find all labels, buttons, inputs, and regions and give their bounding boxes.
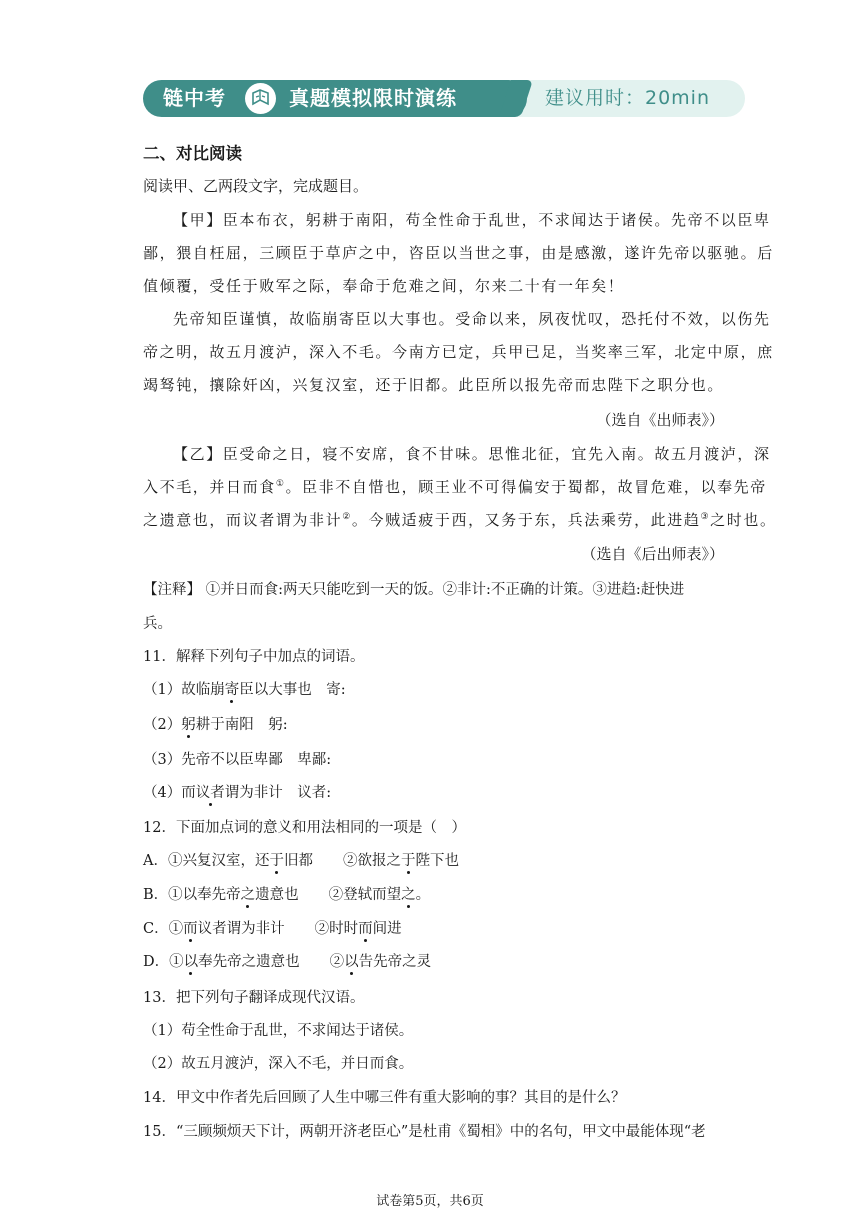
text-run: 陛下也 [415,853,459,869]
item-number: （2） [143,717,182,733]
text-run: 谓为非计 [224,785,283,801]
header-banner [143,80,745,117]
text-run: 间进 [372,921,402,937]
text-run: ① [168,921,184,937]
text-run: ② [329,954,345,970]
passage-b-line [143,509,777,530]
text-run: 入不毛，并日而食 [143,478,276,496]
question-11-stem: 11．解释下列句子中加点的词语。 [143,649,365,665]
answer-key: 躬: [268,717,288,733]
question-12-stem: 12．下面加点词的意义和用法相同的一项是（ ） [143,820,466,836]
book-icon [245,83,276,114]
option-letter: D． [143,954,170,970]
instruction: 阅读甲、乙两段文字，完成题目。 [143,177,369,195]
answer-key: 卑鄙: [297,752,332,768]
passage-b-line: 【乙】臣受命之日，寝不安席，食不甘味。思惟北征，宜先入南。故五月渡泸，深 [173,445,771,463]
notes-line: 【注释】 ①并日而食:两天只能吃到一天的饭。②非计:不正确的计策。③进趋:赶快进 [143,582,685,598]
text-run: 而 [181,785,196,801]
question-12-option-c [143,917,402,938]
text-run: 遗意也 [255,887,299,903]
question-11-item [143,748,331,769]
banner-left-label: 链中考 [163,86,226,110]
question-11-item [143,781,331,802]
passage-a-line: 帝之明，故五月渡泸，深入不毛。今南方已定，兵甲已足，当奖率三军，北定中原，庶 [143,343,774,361]
section-title: 二、对比阅读 [143,144,242,163]
item-number: （4） [143,785,182,801]
dotted-word: 于 [269,853,284,869]
passage-a-line: 值倾覆，受任于败军之际，奉命于危难之间，尔来二十有一年矣！ [143,277,625,295]
text-run: ① [169,954,184,970]
text-run: 。 [415,887,431,903]
note-ref: ② [342,512,352,522]
text-run: 耕于南阳 [195,717,254,733]
item-number: （1） [143,682,182,698]
dotted-word: 寄 [224,682,240,698]
page-footer: 试卷第5页，共6页 [376,1194,484,1209]
text-run: 奉先帝之遗意也 [198,954,300,970]
text-run: 之时也。 [710,511,777,529]
dotted-word: 以 [183,954,199,970]
text-run: 告先帝之灵 [358,954,432,970]
dotted-word: 躬 [181,717,196,733]
text-run: 之遗意也，而议者谓为非计 [143,511,343,529]
text-run: 。臣非不自惜也，顾王业不可得偏安于蜀都，故冒危难，以奉先帝 [285,478,767,496]
passage-b-line [143,476,767,497]
text-run: ①以奉先帝 [168,887,241,903]
dotted-word: 以 [344,954,359,970]
dotted-word: 议者 [195,785,225,801]
text-run: 先帝不以臣 [181,752,254,768]
answer-key: 议者: [297,785,332,801]
answer-key: 寄: [326,682,346,698]
text-run: ②登轼而望 [328,887,402,903]
dotted-word: 于 [400,853,416,869]
text-run: 臣以大事也 [239,682,312,698]
question-12-option-b [143,883,430,904]
text-run: 旧都 [283,853,313,869]
banner-right-label: 建议用时：20min [545,87,711,109]
text-run: 议者谓为非计 [197,921,285,937]
passage-a-source: （选自《出师表》） [596,411,724,429]
question-13-stem: 13．把下列句子翻译成现代汉语。 [143,990,365,1006]
option-letter: B． [143,887,169,903]
dotted-word: 而 [358,921,373,937]
question-11-item [143,678,346,699]
question-12-option-a [143,849,459,870]
dotted-word: 之 [240,887,256,903]
item-number: （3） [143,752,182,768]
text-run: ②欲报之 [342,853,401,869]
text-run: ②时时 [314,921,359,937]
dotted-word: 之 [401,887,416,903]
option-letter: C． [143,921,169,937]
passage-b-source: （选自《后出师表》） [581,545,724,563]
text-run: 故临崩 [181,682,225,698]
text-run: ①兴复汉室，还 [167,853,270,869]
question-12-option-d [143,950,431,971]
passage-a-line: 鄙，猥自枉屈，三顾臣于草庐之中，咨臣以当世之事，由是感激，遂许先帝以驱驰。后 [143,244,774,262]
note-ref: ① [275,479,286,489]
passage-a-line: 【甲】臣本布衣，躬耕于南阳，苟全性命于乱世，不求闻达于诸侯。先帝不以臣卑 [173,211,771,229]
question-15: 15．“三顾频烦天下计，两朝开济老臣心”是杜甫《蜀相》中的名句，甲文中最能体现“老 [143,1124,706,1140]
dotted-word: 而 [183,921,198,937]
question-11-item [143,713,288,734]
passage-a-line: 先帝知臣谨慎，故临崩寄臣以大事也。受命以来，夙夜忧叹，恐托付不效，以伤先 [173,310,771,328]
option-letter: A． [143,853,168,869]
text-run: 。今贼适疲于西，又务于东，兵法乘劳，此进趋 [351,511,701,529]
question-14: 14．甲文中作者先后回顾了人生中哪三件有重大影响的事？其目的是什么？ [143,1090,626,1106]
question-13-item: （1）苟全性命于乱世，不求闻达于诸侯。 [143,1023,414,1039]
notes-line: 兵。 [143,616,172,632]
note-ref: ③ [700,512,711,522]
passage-a-line: 竭驽钝，攘除奸凶，兴复汉室，还于旧都。此臣所以报先帝而忠陛下之职分也。 [143,376,725,394]
dotted-word: 卑鄙 [253,752,283,768]
question-13-item: （2）故五月渡泸，深入不毛，并日而食。 [143,1056,414,1072]
banner-middle-label: 真题模拟限时演练 [289,86,457,110]
